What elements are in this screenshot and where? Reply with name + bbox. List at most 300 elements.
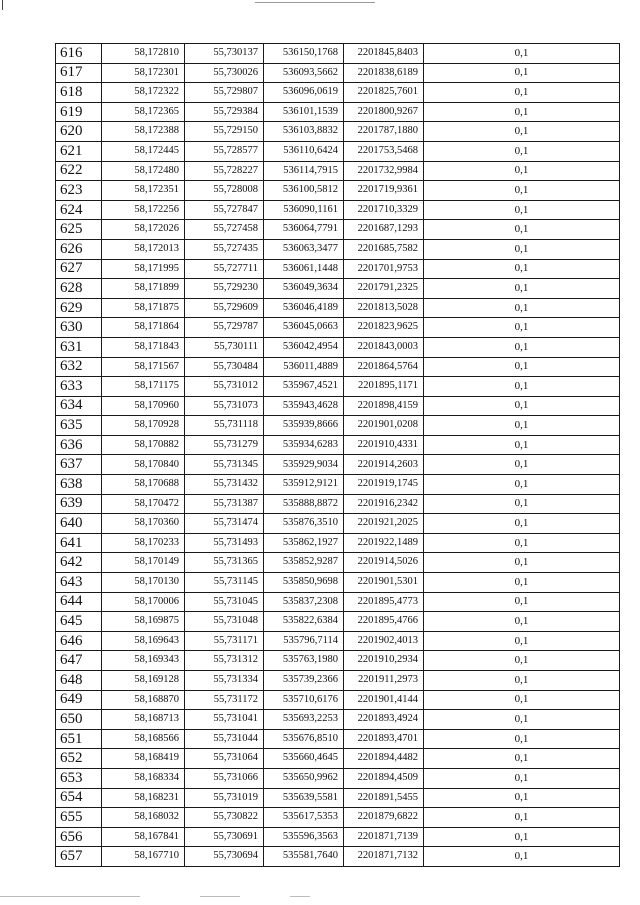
longitude-cell: 55,729230 xyxy=(185,279,264,299)
x-coordinate-cell: 536103,8832 xyxy=(264,122,344,142)
point-number-cell: 635 xyxy=(56,416,102,436)
x-coordinate-cell: 536101,1539 xyxy=(264,102,344,122)
x-coordinate-cell: 536114,7915 xyxy=(264,161,344,181)
longitude-cell: 55,727711 xyxy=(185,259,264,279)
table-row xyxy=(56,768,620,788)
x-coordinate-cell: 536064,7791 xyxy=(264,220,344,240)
accuracy-cell: 0,1 xyxy=(424,200,620,220)
table-row xyxy=(56,298,620,318)
y-coordinate-cell: 2201787,1880 xyxy=(344,122,424,142)
table-row xyxy=(56,318,620,338)
y-coordinate-cell: 2201921,2025 xyxy=(344,514,424,534)
point-number-cell: 629 xyxy=(56,298,102,318)
accuracy-cell: 0,1 xyxy=(424,416,620,436)
latitude-cell: 58,170472 xyxy=(102,494,185,514)
point-number-cell: 622 xyxy=(56,161,102,181)
accuracy-cell: 0,1 xyxy=(424,729,620,749)
accuracy-cell: 0,1 xyxy=(424,573,620,593)
point-number-cell: 649 xyxy=(56,690,102,710)
coordinates-table xyxy=(55,43,620,867)
table-row xyxy=(56,63,620,83)
longitude-cell: 55,728227 xyxy=(185,161,264,181)
table-row xyxy=(56,337,620,357)
longitude-cell: 55,729787 xyxy=(185,318,264,338)
longitude-cell: 55,731172 xyxy=(185,690,264,710)
point-number-cell: 632 xyxy=(56,357,102,377)
accuracy-cell: 0,1 xyxy=(424,592,620,612)
accuracy-cell: 0,1 xyxy=(424,514,620,534)
point-number-cell: 648 xyxy=(56,671,102,691)
accuracy-cell: 0,1 xyxy=(424,318,620,338)
scan-edge-mark xyxy=(2,0,3,10)
accuracy-cell: 0,1 xyxy=(424,122,620,142)
y-coordinate-cell: 2201823,9625 xyxy=(344,318,424,338)
y-coordinate-cell: 2201710,3329 xyxy=(344,200,424,220)
point-number-cell: 656 xyxy=(56,827,102,847)
table-row xyxy=(56,729,620,749)
point-number-cell: 647 xyxy=(56,651,102,671)
x-coordinate-cell: 535710,6176 xyxy=(264,690,344,710)
latitude-cell: 58,171899 xyxy=(102,279,185,299)
accuracy-cell: 0,1 xyxy=(424,768,620,788)
point-number-cell: 621 xyxy=(56,141,102,161)
point-number-cell: 645 xyxy=(56,612,102,632)
y-coordinate-cell: 2201893,4701 xyxy=(344,729,424,749)
point-number-cell: 619 xyxy=(56,102,102,122)
y-coordinate-cell: 2201898,4159 xyxy=(344,396,424,416)
point-number-cell: 634 xyxy=(56,396,102,416)
x-coordinate-cell: 535650,9962 xyxy=(264,768,344,788)
y-coordinate-cell: 2201701,9753 xyxy=(344,259,424,279)
accuracy-cell: 0,1 xyxy=(424,161,620,181)
x-coordinate-cell: 536093,5662 xyxy=(264,63,344,83)
accuracy-cell: 0,1 xyxy=(424,239,620,259)
latitude-cell: 58,172365 xyxy=(102,102,185,122)
table-row xyxy=(56,494,620,514)
latitude-cell: 58,172480 xyxy=(102,161,185,181)
longitude-cell: 55,728577 xyxy=(185,141,264,161)
point-number-cell: 620 xyxy=(56,122,102,142)
point-number-cell: 631 xyxy=(56,337,102,357)
accuracy-cell: 0,1 xyxy=(424,533,620,553)
table-row xyxy=(56,83,620,103)
point-number-cell: 626 xyxy=(56,239,102,259)
latitude-cell: 58,168032 xyxy=(102,808,185,828)
accuracy-cell: 0,1 xyxy=(424,553,620,573)
point-number-cell: 654 xyxy=(56,788,102,808)
latitude-cell: 58,172013 xyxy=(102,239,185,259)
latitude-cell: 58,168334 xyxy=(102,768,185,788)
y-coordinate-cell: 2201813,5028 xyxy=(344,298,424,318)
table-row xyxy=(56,553,620,573)
accuracy-cell: 0,1 xyxy=(424,396,620,416)
point-number-cell: 633 xyxy=(56,377,102,397)
x-coordinate-cell: 535862,1927 xyxy=(264,533,344,553)
point-number-cell: 627 xyxy=(56,259,102,279)
longitude-cell: 55,727435 xyxy=(185,239,264,259)
table-row xyxy=(56,690,620,710)
point-number-cell: 617 xyxy=(56,63,102,83)
x-coordinate-cell: 536096,0619 xyxy=(264,83,344,103)
x-coordinate-cell: 535763,1980 xyxy=(264,651,344,671)
point-number-cell: 639 xyxy=(56,494,102,514)
y-coordinate-cell: 2201895,1171 xyxy=(344,377,424,397)
y-coordinate-cell: 2201825,7601 xyxy=(344,83,424,103)
x-coordinate-cell: 535912,9121 xyxy=(264,475,344,495)
latitude-cell: 58,169128 xyxy=(102,671,185,691)
accuracy-cell: 0,1 xyxy=(424,259,620,279)
x-coordinate-cell: 535934,6283 xyxy=(264,435,344,455)
latitude-cell: 58,170840 xyxy=(102,455,185,475)
latitude-cell: 58,172301 xyxy=(102,63,185,83)
accuracy-cell: 0,1 xyxy=(424,827,620,847)
point-number-cell: 630 xyxy=(56,318,102,338)
latitude-cell: 58,172388 xyxy=(102,122,185,142)
point-number-cell: 650 xyxy=(56,710,102,730)
accuracy-cell: 0,1 xyxy=(424,847,620,867)
longitude-cell: 55,731048 xyxy=(185,612,264,632)
point-number-cell: 653 xyxy=(56,768,102,788)
y-coordinate-cell: 2201902,4013 xyxy=(344,631,424,651)
table-row xyxy=(56,200,620,220)
y-coordinate-cell: 2201919,1745 xyxy=(344,475,424,495)
longitude-cell: 55,730694 xyxy=(185,847,264,867)
latitude-cell: 58,170882 xyxy=(102,435,185,455)
longitude-cell: 55,731432 xyxy=(185,475,264,495)
latitude-cell: 58,167841 xyxy=(102,827,185,847)
table-row xyxy=(56,573,620,593)
y-coordinate-cell: 2201871,7139 xyxy=(344,827,424,847)
y-coordinate-cell: 2201893,4924 xyxy=(344,710,424,730)
point-number-cell: 636 xyxy=(56,435,102,455)
y-coordinate-cell: 2201800,9267 xyxy=(344,102,424,122)
table-row xyxy=(56,827,620,847)
table-row xyxy=(56,631,620,651)
y-coordinate-cell: 2201914,5026 xyxy=(344,553,424,573)
accuracy-cell: 0,1 xyxy=(424,651,620,671)
accuracy-cell: 0,1 xyxy=(424,494,620,514)
longitude-cell: 55,727847 xyxy=(185,200,264,220)
latitude-cell: 58,172351 xyxy=(102,181,185,201)
longitude-cell: 55,731044 xyxy=(185,729,264,749)
x-coordinate-cell: 535581,7640 xyxy=(264,847,344,867)
longitude-cell: 55,730137 xyxy=(185,44,264,64)
x-coordinate-cell: 536061,1448 xyxy=(264,259,344,279)
accuracy-cell: 0,1 xyxy=(424,377,620,397)
latitude-cell: 58,172810 xyxy=(102,44,185,64)
point-number-cell: 623 xyxy=(56,181,102,201)
accuracy-cell: 0,1 xyxy=(424,44,620,64)
table-row xyxy=(56,612,620,632)
longitude-cell: 55,731171 xyxy=(185,631,264,651)
y-coordinate-cell: 2201871,7132 xyxy=(344,847,424,867)
y-coordinate-cell: 2201719,9361 xyxy=(344,181,424,201)
longitude-cell: 55,731345 xyxy=(185,455,264,475)
accuracy-cell: 0,1 xyxy=(424,671,620,691)
longitude-cell: 55,731012 xyxy=(185,377,264,397)
y-coordinate-cell: 2201879,6822 xyxy=(344,808,424,828)
table-row xyxy=(56,396,620,416)
y-coordinate-cell: 2201922,1489 xyxy=(344,533,424,553)
y-coordinate-cell: 2201910,2934 xyxy=(344,651,424,671)
latitude-cell: 58,170960 xyxy=(102,396,185,416)
longitude-cell: 55,727458 xyxy=(185,220,264,240)
point-number-cell: 644 xyxy=(56,592,102,612)
accuracy-cell: 0,1 xyxy=(424,337,620,357)
latitude-cell: 58,171864 xyxy=(102,318,185,338)
x-coordinate-cell: 535967,4521 xyxy=(264,377,344,397)
y-coordinate-cell: 2201894,4482 xyxy=(344,749,424,769)
accuracy-cell: 0,1 xyxy=(424,298,620,318)
table-row xyxy=(56,749,620,769)
latitude-cell: 58,168419 xyxy=(102,749,185,769)
table-row xyxy=(56,181,620,201)
y-coordinate-cell: 2201894,4509 xyxy=(344,768,424,788)
table-row xyxy=(56,259,620,279)
longitude-cell: 55,731365 xyxy=(185,553,264,573)
longitude-cell: 55,730111 xyxy=(185,337,264,357)
latitude-cell: 58,167710 xyxy=(102,847,185,867)
scan-bottom-line xyxy=(290,896,310,897)
x-coordinate-cell: 536042,4954 xyxy=(264,337,344,357)
point-number-cell: 640 xyxy=(56,514,102,534)
longitude-cell: 55,730484 xyxy=(185,357,264,377)
longitude-cell: 55,729807 xyxy=(185,83,264,103)
latitude-cell: 58,172256 xyxy=(102,200,185,220)
x-coordinate-cell: 536045,0663 xyxy=(264,318,344,338)
latitude-cell: 58,170149 xyxy=(102,553,185,573)
scan-bottom-line xyxy=(0,896,140,897)
longitude-cell: 55,731493 xyxy=(185,533,264,553)
accuracy-cell: 0,1 xyxy=(424,690,620,710)
y-coordinate-cell: 2201687,1293 xyxy=(344,220,424,240)
accuracy-cell: 0,1 xyxy=(424,63,620,83)
table-row xyxy=(56,377,620,397)
table-row xyxy=(56,592,620,612)
x-coordinate-cell: 536110,6424 xyxy=(264,141,344,161)
x-coordinate-cell: 536063,3477 xyxy=(264,239,344,259)
point-number-cell: 625 xyxy=(56,220,102,240)
point-number-cell: 643 xyxy=(56,573,102,593)
accuracy-cell: 0,1 xyxy=(424,749,620,769)
x-coordinate-cell: 535852,9287 xyxy=(264,553,344,573)
table-row xyxy=(56,141,620,161)
y-coordinate-cell: 2201891,5455 xyxy=(344,788,424,808)
y-coordinate-cell: 2201910,4331 xyxy=(344,435,424,455)
accuracy-cell: 0,1 xyxy=(424,102,620,122)
accuracy-cell: 0,1 xyxy=(424,612,620,632)
latitude-cell: 58,170006 xyxy=(102,592,185,612)
x-coordinate-cell: 536046,4189 xyxy=(264,298,344,318)
x-coordinate-cell: 535850,9698 xyxy=(264,573,344,593)
y-coordinate-cell: 2201791,2325 xyxy=(344,279,424,299)
y-coordinate-cell: 2201911,2973 xyxy=(344,671,424,691)
point-number-cell: 638 xyxy=(56,475,102,495)
accuracy-cell: 0,1 xyxy=(424,788,620,808)
latitude-cell: 58,170360 xyxy=(102,514,185,534)
longitude-cell: 55,731118 xyxy=(185,416,264,436)
y-coordinate-cell: 2201901,5301 xyxy=(344,573,424,593)
point-number-cell: 651 xyxy=(56,729,102,749)
longitude-cell: 55,729609 xyxy=(185,298,264,318)
longitude-cell: 55,731474 xyxy=(185,514,264,534)
point-number-cell: 624 xyxy=(56,200,102,220)
latitude-cell: 58,171843 xyxy=(102,337,185,357)
table-row xyxy=(56,416,620,436)
accuracy-cell: 0,1 xyxy=(424,475,620,495)
latitude-cell: 58,172445 xyxy=(102,141,185,161)
latitude-cell: 58,169343 xyxy=(102,651,185,671)
accuracy-cell: 0,1 xyxy=(424,83,620,103)
y-coordinate-cell: 2201753,5468 xyxy=(344,141,424,161)
coordinates-table-body xyxy=(56,44,620,867)
x-coordinate-cell: 535876,3510 xyxy=(264,514,344,534)
x-coordinate-cell: 536011,4889 xyxy=(264,357,344,377)
x-coordinate-cell: 535739,2366 xyxy=(264,671,344,691)
y-coordinate-cell: 2201914,2603 xyxy=(344,455,424,475)
longitude-cell: 55,730691 xyxy=(185,827,264,847)
x-coordinate-cell: 535939,8666 xyxy=(264,416,344,436)
latitude-cell: 58,171995 xyxy=(102,259,185,279)
y-coordinate-cell: 2201901,0208 xyxy=(344,416,424,436)
x-coordinate-cell: 535822,6384 xyxy=(264,612,344,632)
y-coordinate-cell: 2201901,4144 xyxy=(344,690,424,710)
latitude-cell: 58,168231 xyxy=(102,788,185,808)
latitude-cell: 58,172026 xyxy=(102,220,185,240)
x-coordinate-cell: 536150,1768 xyxy=(264,44,344,64)
point-number-cell: 646 xyxy=(56,631,102,651)
point-number-cell: 641 xyxy=(56,533,102,553)
point-number-cell: 655 xyxy=(56,808,102,828)
latitude-cell: 58,171567 xyxy=(102,357,185,377)
table-row xyxy=(56,710,620,730)
table-row xyxy=(56,514,620,534)
x-coordinate-cell: 536049,3634 xyxy=(264,279,344,299)
point-number-cell: 618 xyxy=(56,83,102,103)
longitude-cell: 55,729384 xyxy=(185,102,264,122)
point-number-cell: 637 xyxy=(56,455,102,475)
table-row xyxy=(56,239,620,259)
accuracy-cell: 0,1 xyxy=(424,279,620,299)
longitude-cell: 55,731387 xyxy=(185,494,264,514)
longitude-cell: 55,731045 xyxy=(185,592,264,612)
accuracy-cell: 0,1 xyxy=(424,435,620,455)
table-row xyxy=(56,220,620,240)
latitude-cell: 58,171875 xyxy=(102,298,185,318)
y-coordinate-cell: 2201685,7582 xyxy=(344,239,424,259)
longitude-cell: 55,730822 xyxy=(185,808,264,828)
longitude-cell: 55,729150 xyxy=(185,122,264,142)
scan-bottom-line xyxy=(200,896,240,897)
table-row xyxy=(56,808,620,828)
table-row xyxy=(56,102,620,122)
latitude-cell: 58,171175 xyxy=(102,377,185,397)
accuracy-cell: 0,1 xyxy=(424,357,620,377)
longitude-cell: 55,731064 xyxy=(185,749,264,769)
y-coordinate-cell: 2201895,4766 xyxy=(344,612,424,632)
x-coordinate-cell: 536090,1161 xyxy=(264,200,344,220)
latitude-cell: 58,168566 xyxy=(102,729,185,749)
scan-top-line xyxy=(255,2,375,3)
accuracy-cell: 0,1 xyxy=(424,141,620,161)
x-coordinate-cell: 535639,5581 xyxy=(264,788,344,808)
table-row xyxy=(56,357,620,377)
longitude-cell: 55,730026 xyxy=(185,63,264,83)
table-row xyxy=(56,651,620,671)
latitude-cell: 58,172322 xyxy=(102,83,185,103)
longitude-cell: 55,731145 xyxy=(185,573,264,593)
x-coordinate-cell: 535796,7114 xyxy=(264,631,344,651)
table-row xyxy=(56,533,620,553)
x-coordinate-cell: 535943,4628 xyxy=(264,396,344,416)
table-row xyxy=(56,671,620,691)
x-coordinate-cell: 535660,4645 xyxy=(264,749,344,769)
latitude-cell: 58,168870 xyxy=(102,690,185,710)
longitude-cell: 55,731019 xyxy=(185,788,264,808)
y-coordinate-cell: 2201843,0003 xyxy=(344,337,424,357)
point-number-cell: 657 xyxy=(56,847,102,867)
latitude-cell: 58,170688 xyxy=(102,475,185,495)
latitude-cell: 58,169643 xyxy=(102,631,185,651)
x-coordinate-cell: 535837,2308 xyxy=(264,592,344,612)
accuracy-cell: 0,1 xyxy=(424,220,620,240)
latitude-cell: 58,170233 xyxy=(102,533,185,553)
longitude-cell: 55,731073 xyxy=(185,396,264,416)
x-coordinate-cell: 535693,2253 xyxy=(264,710,344,730)
longitude-cell: 55,731041 xyxy=(185,710,264,730)
y-coordinate-cell: 2201864,5764 xyxy=(344,357,424,377)
table-row xyxy=(56,435,620,455)
latitude-cell: 58,169875 xyxy=(102,612,185,632)
x-coordinate-cell: 535929,9034 xyxy=(264,455,344,475)
longitude-cell: 55,731066 xyxy=(185,768,264,788)
x-coordinate-cell: 536100,5812 xyxy=(264,181,344,201)
table-row xyxy=(56,455,620,475)
longitude-cell: 55,731279 xyxy=(185,435,264,455)
longitude-cell: 55,731334 xyxy=(185,671,264,691)
y-coordinate-cell: 2201732,9984 xyxy=(344,161,424,181)
latitude-cell: 58,170928 xyxy=(102,416,185,436)
point-number-cell: 616 xyxy=(56,44,102,64)
table-row xyxy=(56,44,620,64)
y-coordinate-cell: 2201895,4773 xyxy=(344,592,424,612)
y-coordinate-cell: 2201916,2342 xyxy=(344,494,424,514)
y-coordinate-cell: 2201845,8403 xyxy=(344,44,424,64)
latitude-cell: 58,170130 xyxy=(102,573,185,593)
accuracy-cell: 0,1 xyxy=(424,710,620,730)
table-row xyxy=(56,475,620,495)
table-row xyxy=(56,122,620,142)
table-row xyxy=(56,788,620,808)
table-row xyxy=(56,161,620,181)
point-number-cell: 642 xyxy=(56,553,102,573)
accuracy-cell: 0,1 xyxy=(424,181,620,201)
accuracy-cell: 0,1 xyxy=(424,631,620,651)
table-row xyxy=(56,847,620,867)
point-number-cell: 628 xyxy=(56,279,102,299)
y-coordinate-cell: 2201838,6189 xyxy=(344,63,424,83)
longitude-cell: 55,731312 xyxy=(185,651,264,671)
x-coordinate-cell: 535676,8510 xyxy=(264,729,344,749)
accuracy-cell: 0,1 xyxy=(424,808,620,828)
longitude-cell: 55,728008 xyxy=(185,181,264,201)
latitude-cell: 58,168713 xyxy=(102,710,185,730)
table-row xyxy=(56,279,620,299)
point-number-cell: 652 xyxy=(56,749,102,769)
accuracy-cell: 0,1 xyxy=(424,455,620,475)
x-coordinate-cell: 535596,3563 xyxy=(264,827,344,847)
x-coordinate-cell: 535888,8872 xyxy=(264,494,344,514)
